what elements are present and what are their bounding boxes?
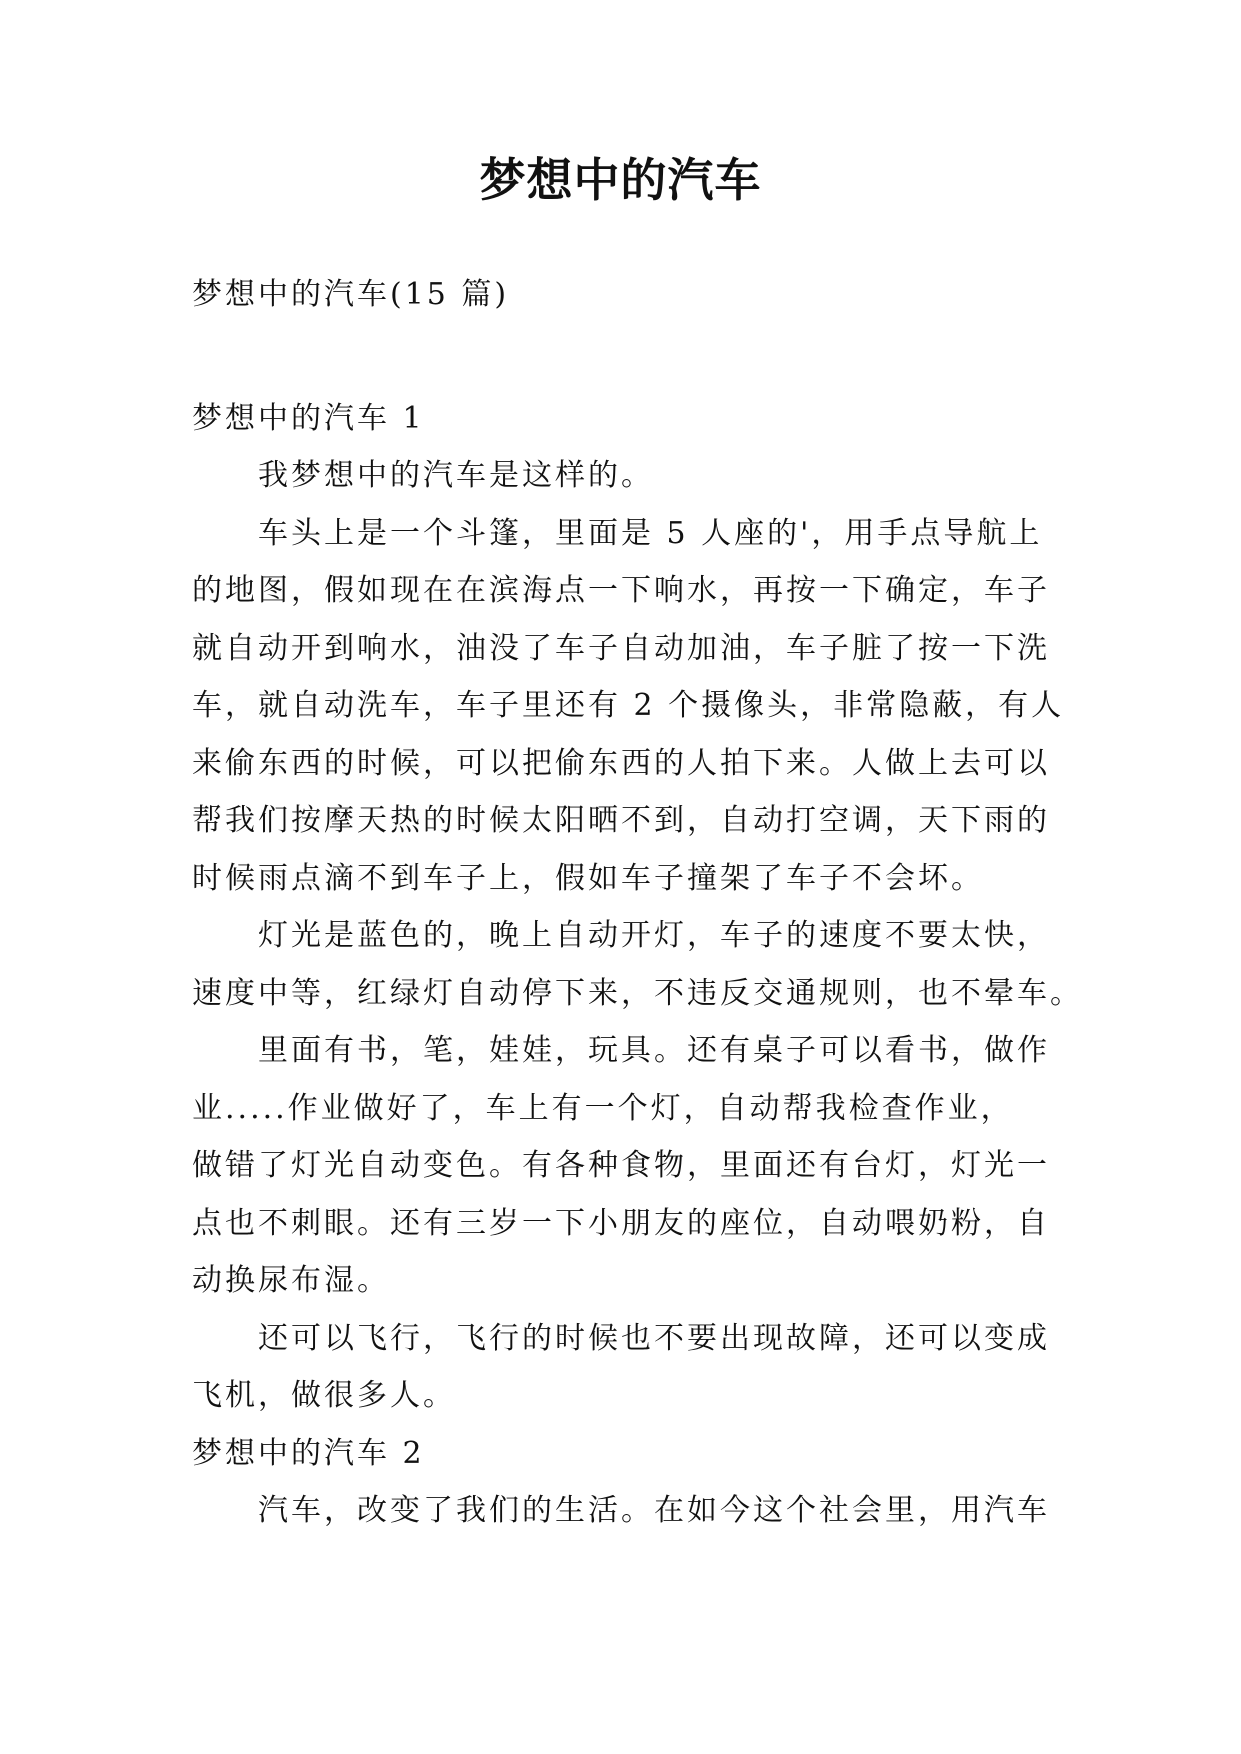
paragraph-line: 业.....作业做好了，车上有一个灯，自动帮我检查作业，: [192, 1090, 1014, 1126]
section-heading-2: 梦想中的汽车 2: [192, 1435, 425, 1471]
document-body: [192, 266, 1083, 1540]
paragraph-line: 车，就自动洗车，车子里还有 2 个摄像头，非常隐蔽，有人: [192, 688, 1065, 723]
paragraph-line: 车头上是一个斗篷，里面是 5 人座的'，用手点导航上: [258, 515, 1043, 551]
paragraph-6: [192, 1482, 1062, 1540]
paragraph-line: 的地图，假如现在在滨海点一下响水，再按一下确定，车子: [192, 573, 1050, 608]
paragraph-line: 时候雨点滴不到车子上，假如车子撞架了车子不会坏。: [192, 860, 984, 896]
spacer: [192, 324, 1062, 390]
paragraph-5: [192, 1310, 1062, 1425]
paragraph-line: 飞机，做很多人。: [192, 1378, 456, 1413]
paragraph-line: 里面有书，笔，娃娃，玩具。还有桌子可以看书，做作: [258, 1033, 1050, 1068]
paragraph-line: 汽车，改变了我们的生活。在如今这个社会里，用汽车: [258, 1493, 1050, 1528]
paragraph-1: [192, 447, 1062, 505]
document-subtitle: 梦想中的汽车(15 篇): [192, 277, 510, 312]
paragraph-4: [192, 1022, 1062, 1310]
paragraph-line: 速度中等，红绿灯自动停下来，不违反交通规则，也不晕车。: [192, 975, 1083, 1011]
paragraph-line: 动换尿布湿。: [192, 1263, 390, 1298]
paragraph-line: 做错了灯光自动变色。有各种食物，里面还有台灯，灯光一: [192, 1148, 1050, 1183]
paragraph-line: 帮我们按摩天热的时候太阳晒不到，自动打空调，天下雨的: [192, 803, 1050, 838]
paragraph-line: 灯光是蓝色的，晚上自动开灯，车子的速度不要太快，: [258, 918, 1050, 953]
paragraph-line: 点也不刺眼。还有三岁一下小朋友的座位，自动喂奶粉，自: [192, 1205, 1050, 1241]
paragraph-line: 就自动开到响水，油没了车子自动加油，车子脏了按一下洗: [192, 630, 1050, 666]
paragraph-line: 来偷东西的时候，可以把偷东西的人拍下来。人做上去可以: [192, 745, 1050, 781]
paragraph-line: 我梦想中的汽车是这样的。: [258, 458, 654, 493]
paragraph-line: 还可以飞行，飞行的时候也不要出现故障，还可以变成: [258, 1320, 1050, 1356]
paragraph-2: [192, 505, 1065, 908]
document-title: 梦想中的汽车: [479, 153, 762, 207]
paragraph-3: [192, 907, 1083, 1022]
section-heading-1: 梦想中的汽车 1: [192, 400, 425, 436]
